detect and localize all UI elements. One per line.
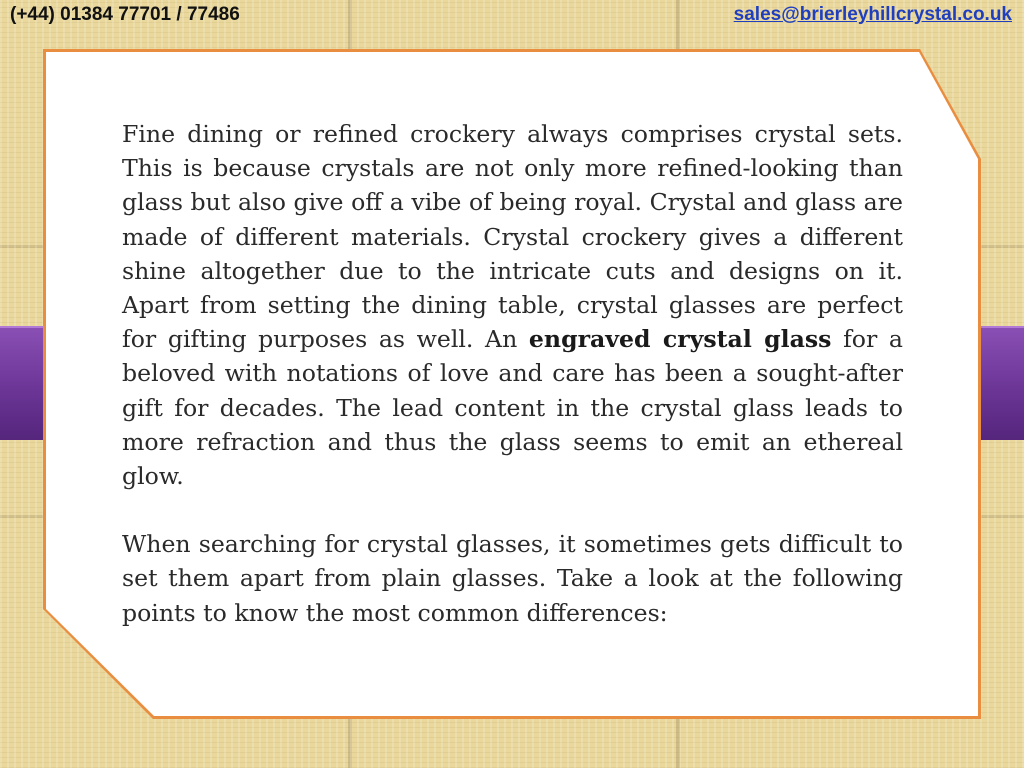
paragraph-1-end: for a beloved with notations of love and care has been a sought-after gift for decades. The lead content in the crystal glass leads to more refraction and thus the glass seems to emit an ethereal glow. [122,325,903,491]
engraved-crystal-glass-keyword: engraved crystal glass [528,325,832,354]
left-side-tab [0,326,48,440]
header-phone-number: (+44) 01384 77701 / 77486 [10,4,240,25]
paragraph-1 [122,117,903,493]
paragraph-2: When searching for crystal glasses, it sometimes gets difficult to set them apart from plain glasses. Take a look at the following points to know the most common differences: [122,530,903,627]
header-email-link[interactable]: sales@brierleyhillcrystal.co.uk [733,4,1012,25]
right-side-tab [978,326,1024,440]
content-text [122,117,903,630]
paragraph-1-start: Fine dining or refined crockery always comprises crystal sets. This is because crystals are not only more refined-looking than glass but also give off a vibe of being royal. Crystal and glass are made of different materials. Crystal crockery gives a different shine altogether due to the intricate cuts and designs on it. Apart from setting the dining table, crystal glasses are perfect for gifting purposes as well. An [122,120,903,354]
